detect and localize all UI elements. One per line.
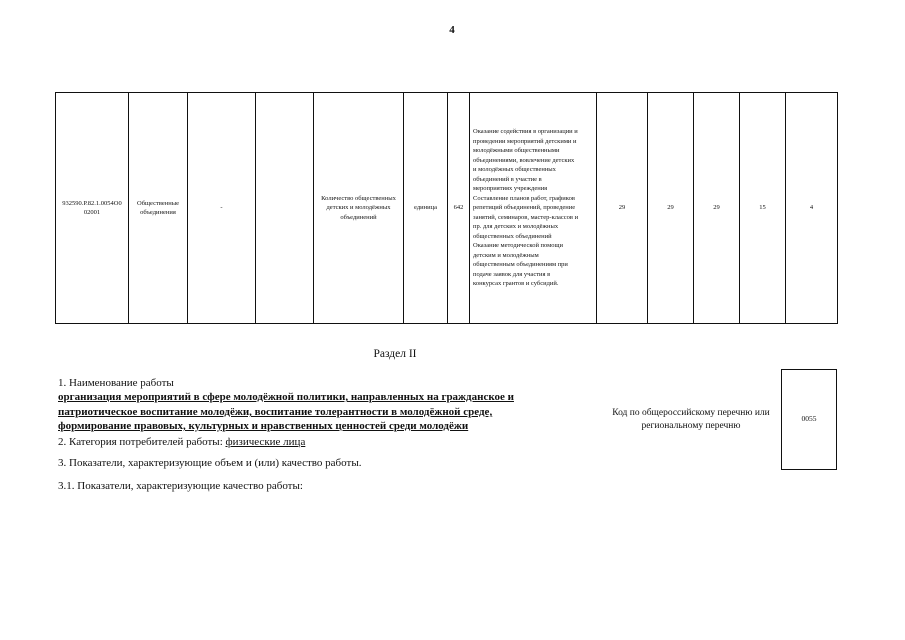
- consumer-label: 2. Категория потребителей работы:: [58, 436, 226, 448]
- description-line: общественным объединениям при: [473, 261, 568, 269]
- description-line: подаче заявок для участия в: [473, 270, 551, 278]
- table-row: [56, 93, 838, 324]
- page-number: 4: [449, 24, 455, 36]
- description-line: детским и молодёжным: [473, 251, 539, 259]
- work-name-line: формирование правовых, культурных и нравственных ценностей среди молодёжи: [58, 420, 469, 432]
- description-line: молодёжными общественными: [473, 147, 560, 155]
- description-cell: [470, 93, 597, 324]
- category-cell: Общественные объединения: [129, 93, 188, 324]
- description-line: конкурсах грантов и субсидий.: [473, 280, 559, 288]
- unit-cell: единица: [404, 93, 448, 324]
- section-title: Раздел II: [373, 348, 417, 360]
- value-cell: 15: [740, 93, 786, 324]
- registry-code-cell: 932590.Р.82.1.0054О0 02001: [56, 93, 129, 324]
- consumer-value: физические лица: [225, 436, 306, 448]
- code-label: Код по общероссийскому перечню или региональному перечню: [612, 408, 770, 431]
- indicator-table: [55, 92, 838, 324]
- description-line: общественных объединений: [473, 232, 552, 240]
- indicators-title: 3. Показатели, характеризующие объем и (или) качество работы.: [58, 457, 362, 469]
- value-cell: 29: [597, 93, 648, 324]
- work-name-label: 1. Наименование работы: [58, 377, 174, 389]
- description-line: проведении мероприятий детскими и: [473, 137, 577, 145]
- work-name-line: организация мероприятий в сфере молодёжной политики, направленных на гражданское и: [58, 391, 514, 403]
- indicator-cell: Количество общественных детских и молодёжных объединений: [314, 93, 404, 324]
- description-line: и молодёжных общественных: [473, 166, 556, 174]
- description-line: репетиций объединений, проведение: [473, 204, 576, 212]
- description-line: мероприятиях учреждения: [473, 185, 548, 193]
- code-box: [781, 369, 837, 470]
- description-line: Оказание содействия в организации и: [473, 128, 578, 136]
- value-cell: 4: [786, 93, 838, 324]
- description-line: занятий, семинаров, мастер-классов и: [473, 213, 579, 221]
- consumer-category: [58, 436, 305, 448]
- value-cell: 29: [648, 93, 694, 324]
- description-line: объединений в участие в: [473, 175, 542, 183]
- description-line: пр. для детских и молодёжных: [473, 223, 559, 231]
- quality-title: 3.1. Показатели, характеризующие качество работы:: [58, 480, 303, 492]
- okei-cell: 642: [448, 93, 470, 324]
- description-line: объединениями, вовлечение детских: [473, 156, 575, 164]
- code-value: 0055: [801, 414, 817, 423]
- value-cell: 29: [694, 93, 740, 324]
- description-line: Составление планов работ, графиков: [473, 194, 575, 202]
- empty-cell: [256, 93, 314, 324]
- description-line: Оказание методической помощи: [473, 242, 563, 250]
- work-name-line: патриотическое воспитание молодёжи, воспитание толерантности в молодёжной среде,: [58, 406, 493, 418]
- dash-cell: -: [188, 93, 256, 324]
